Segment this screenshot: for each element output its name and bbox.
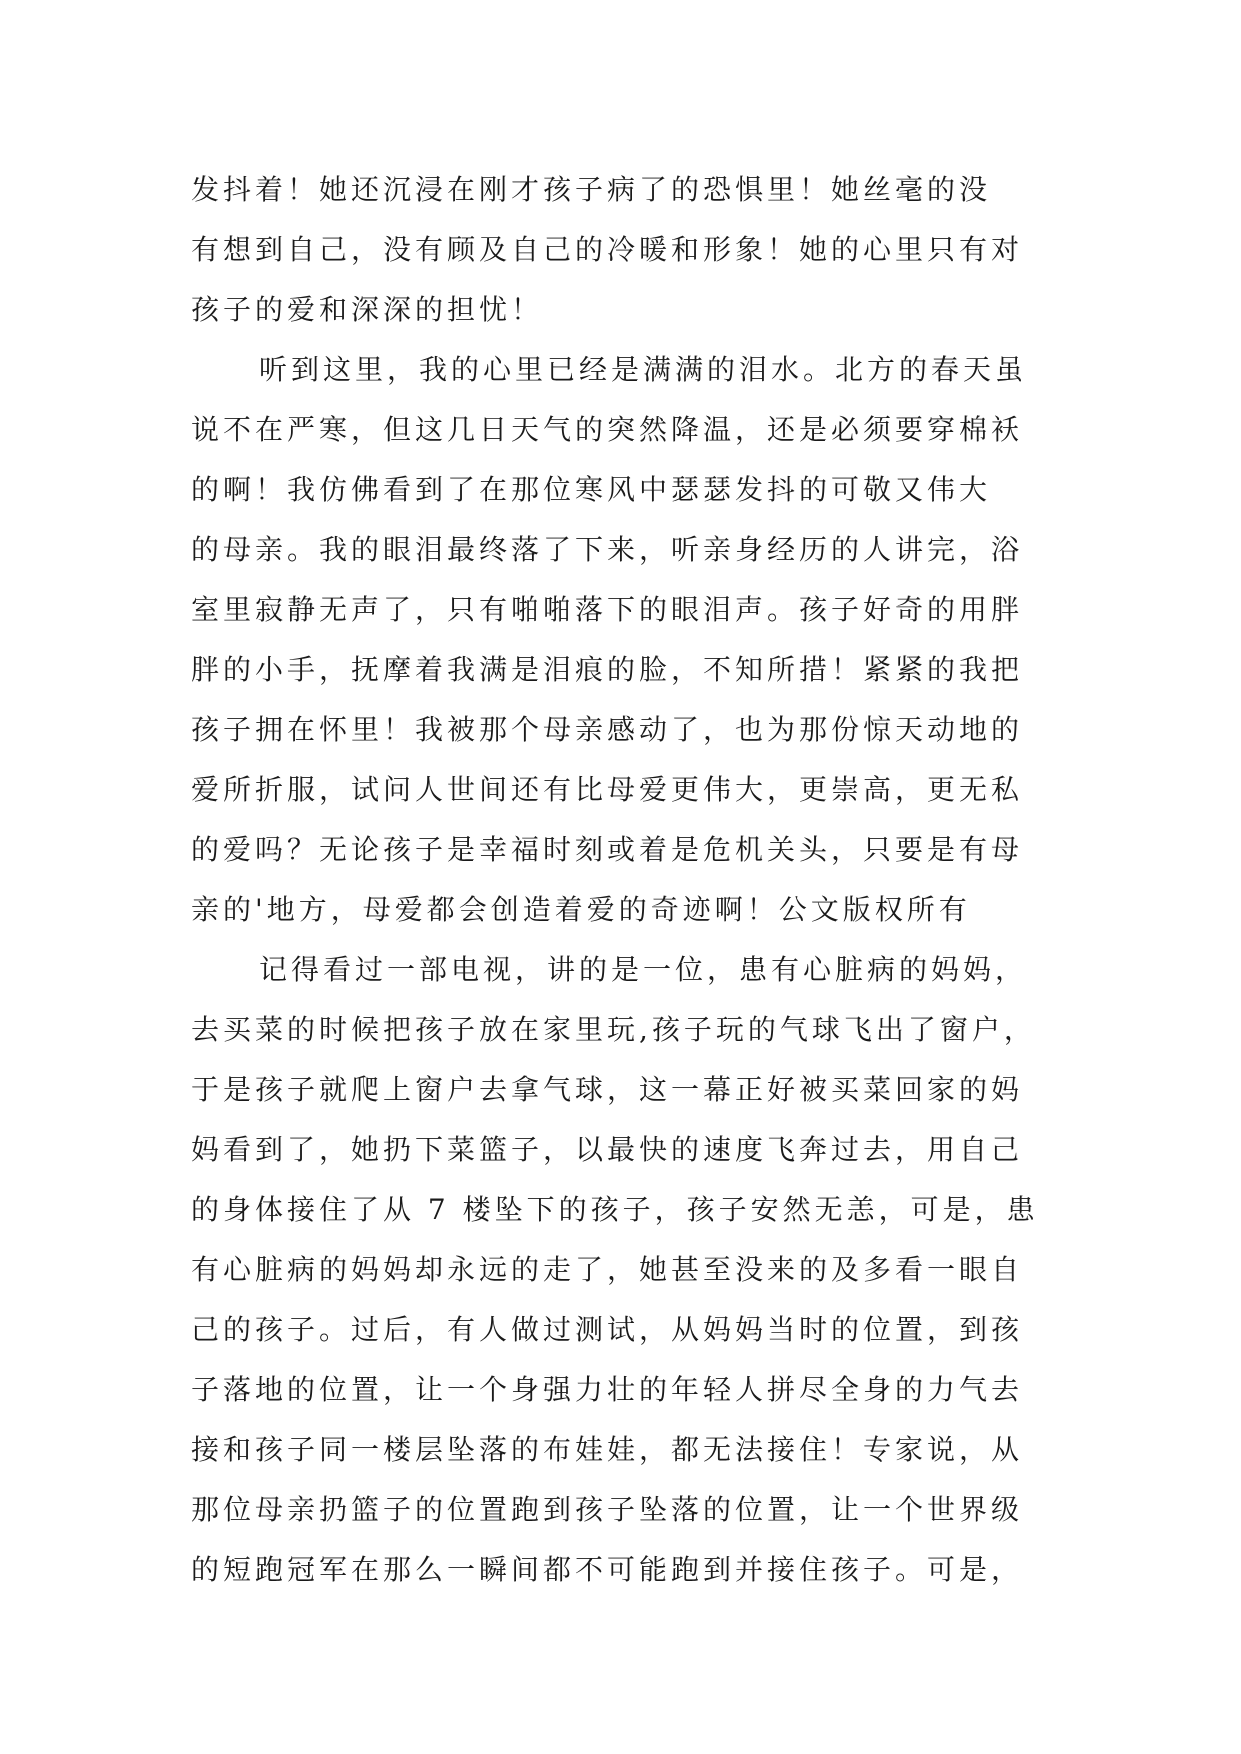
text-line: 的母亲。我的眼泪最终落了下来，听亲身经历的人讲完，浴 xyxy=(191,533,1024,566)
text-line: 那位母亲扔篮子的位置跑到孩子坠落的位置，让一个世界级 xyxy=(191,1493,1024,1526)
text-line: 孩子的爱和深深的担忧！ xyxy=(191,293,544,326)
text-line: 听到这里，我的心里已经是满满的泪水。北方的春天虽 xyxy=(259,353,1028,386)
text-line: 亲的'地方，母爱都会创造着爱的奇迹啊！公文版权所有 xyxy=(191,893,971,926)
text-line: 的短跑冠军在那么一瞬间都不可能跑到并接住孩子。可是， xyxy=(191,1553,1024,1586)
text-line: 孩子拥在怀里！我被那个母亲感动了，也为那份惊天动地的 xyxy=(191,713,1024,746)
document-body xyxy=(191,160,1071,1600)
text-line: 的身体接住了从 7 楼坠下的孩子，孩子安然无恙，可是，患 xyxy=(191,1193,1039,1226)
text-line: 爱所折服，试问人世间还有比母爱更伟大，更崇高，更无私 xyxy=(191,773,1024,806)
text-line: 有想到自己，没有顾及自己的冷暖和形象！她的心里只有对 xyxy=(191,233,1024,266)
text-line: 去买菜的时候把孩子放在家里玩,孩子玩的气球飞出了窗户， xyxy=(191,1013,1036,1046)
text-line: 说不在严寒，但这几日天气的突然降温，还是必须要穿棉袄 xyxy=(191,413,1024,446)
paragraph-3 xyxy=(191,940,1071,1600)
text-line: 有心脏病的妈妈却永远的走了，她甚至没来的及多看一眼自 xyxy=(191,1253,1024,1286)
text-line: 于是孩子就爬上窗户去拿气球，这一幕正好被买菜回家的妈 xyxy=(191,1073,1024,1106)
paragraph-1 xyxy=(191,160,1071,340)
text-line: 胖的小手，抚摩着我满是泪痕的脸，不知所措！紧紧的我把 xyxy=(191,653,1024,686)
text-line: 妈看到了，她扔下菜篮子，以最快的速度飞奔过去，用自己 xyxy=(191,1133,1024,1166)
text-line: 的啊！我仿佛看到了在那位寒风中瑟瑟发抖的可敬又伟大 xyxy=(191,473,992,506)
text-line: 的爱吗？无论孩子是幸福时刻或着是危机关头，只要是有母 xyxy=(191,833,1024,866)
text-line: 接和孩子同一楼层坠落的布娃娃，都无法接住！专家说，从 xyxy=(191,1433,1024,1466)
text-line: 发抖着！她还沉浸在刚才孩子病了的恐惧里！她丝毫的没 xyxy=(191,173,992,206)
text-line: 记得看过一部电视，讲的是一位，患有心脏病的妈妈， xyxy=(259,953,1028,986)
paragraph-2 xyxy=(191,340,1071,940)
text-line: 室里寂静无声了，只有啪啪落下的眼泪声。孩子好奇的用胖 xyxy=(191,593,1024,626)
text-line: 子落地的位置，让一个身强力壮的年轻人拼尽全身的力气去 xyxy=(191,1373,1024,1406)
text-line: 己的孩子。过后，有人做过测试，从妈妈当时的位置，到孩 xyxy=(191,1313,1024,1346)
